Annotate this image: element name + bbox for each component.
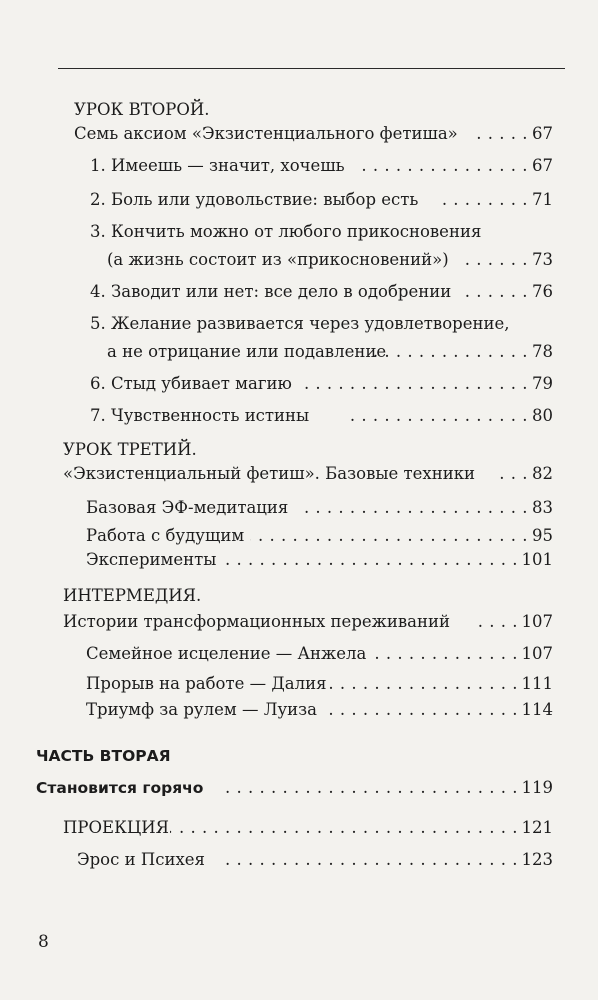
entry-page: 119: [521, 778, 553, 797]
toc-entry: [0, 310, 598, 338]
entry-text: 7. Чувственность истины: [90, 406, 310, 425]
entry-page: 67: [532, 156, 553, 175]
entry-page: 123: [521, 850, 553, 869]
entry-page: 83: [532, 498, 553, 517]
dot-leader: [322, 696, 518, 724]
entry-text: Истории трансформационных переживаний: [63, 612, 450, 631]
section-heading: [0, 582, 598, 610]
entry-text: ПРОЕКЦИЯ: [63, 818, 169, 837]
dot-leader: [438, 186, 528, 214]
entry-text: Базовая ЭФ-медитация: [86, 498, 289, 517]
entry-text: Работа с будущим: [86, 526, 245, 545]
toc-entry: [0, 846, 598, 874]
entry-text: Семейное исцеление — Анжела: [86, 644, 367, 663]
entry-text: 4. Заводит или нет: все дело в одобрении: [90, 282, 452, 301]
entry-page: 107: [521, 644, 553, 663]
entry-text: 5. Желание развивается через удовлетворение,: [90, 314, 510, 333]
entry-page: 78: [532, 342, 553, 361]
toc-entry: [0, 494, 598, 522]
entry-text: Триумф за рулем — Луиза: [86, 700, 317, 719]
entry-text: 6. Стыд убивает магию: [90, 374, 292, 393]
entry-page: 111: [521, 674, 553, 693]
dot-leader: [300, 494, 528, 522]
dot-leader: [222, 846, 518, 874]
toc-entry: [0, 152, 598, 180]
entry-page: 107: [521, 612, 553, 631]
entry-page: 121: [521, 818, 553, 837]
dot-leader: [300, 370, 528, 398]
entry-page: 76: [532, 282, 553, 301]
entry-text: Эрос и Психея: [77, 850, 205, 869]
entry-page: 67: [532, 124, 553, 143]
part-heading: [0, 742, 598, 770]
dot-leader: [348, 402, 528, 430]
entry-text: 1. Имеешь — значит, хочешь: [90, 156, 345, 175]
toc-entry: [0, 218, 598, 246]
entry-text: Семь аксиом «Экзистенциального фетиша»: [74, 124, 458, 143]
toc-entry: [0, 670, 598, 698]
entry-text: Становится горячо: [36, 779, 204, 797]
toc-entry: [0, 120, 598, 148]
header-rule: [58, 68, 565, 69]
page-number: 8: [38, 932, 49, 952]
entry-page: 79: [532, 374, 553, 393]
toc-entry: [0, 278, 598, 306]
toc-entry: [0, 608, 598, 636]
entry-text: 3. Кончить можно от любого прикосновения: [90, 222, 482, 241]
entry-page: 82: [532, 464, 553, 483]
entry-text: 2. Боль или удовольствие: выбор есть: [90, 190, 419, 209]
entry-text: (а жизнь состоит из «прикосновений»): [107, 250, 449, 269]
dot-leader: [170, 814, 518, 842]
dot-leader: [368, 338, 528, 366]
toc-entry: [0, 696, 598, 724]
dot-leader: [222, 546, 518, 574]
toc-entry: [0, 640, 598, 668]
dot-leader: [474, 608, 518, 636]
dot-leader: [356, 152, 528, 180]
part-title: ЧАСТЬ ВТОРАЯ: [36, 747, 171, 765]
dot-leader: [222, 774, 518, 802]
toc-entry: [0, 814, 598, 842]
entry-page: 114: [521, 700, 553, 719]
toc-entry: [0, 402, 598, 430]
entry-page: 95: [532, 526, 553, 545]
section-title: ИНТЕРМЕДИЯ.: [63, 586, 202, 605]
entry-text: а не отрицание или подавление: [107, 342, 387, 361]
entry-page: 73: [532, 250, 553, 269]
dot-leader: [376, 640, 518, 668]
toc-entry: [0, 460, 598, 488]
entry-text: Эксперименты: [86, 550, 217, 569]
dot-leader: [475, 120, 528, 148]
dot-leader: [464, 246, 528, 274]
toc-entry: [0, 774, 598, 802]
toc-entry: [0, 546, 598, 574]
entry-page: 71: [532, 190, 553, 209]
entry-text: «Экзистенциальный фетиш». Базовые техники: [63, 464, 476, 483]
entry-text: Прорыв на работе — Далия: [86, 674, 327, 693]
toc-entry: [0, 370, 598, 398]
dot-leader: [328, 670, 518, 698]
toc-entry: [0, 186, 598, 214]
section-title: УРОК ВТОРОЙ.: [74, 100, 210, 119]
dot-leader: [462, 278, 528, 306]
entry-page: 101: [521, 550, 553, 569]
section-title: УРОК ТРЕТИЙ.: [63, 440, 197, 459]
entry-page: 80: [532, 406, 553, 425]
toc-entry: [0, 246, 598, 274]
dot-leader: [494, 460, 528, 488]
toc-entry: [0, 338, 598, 366]
